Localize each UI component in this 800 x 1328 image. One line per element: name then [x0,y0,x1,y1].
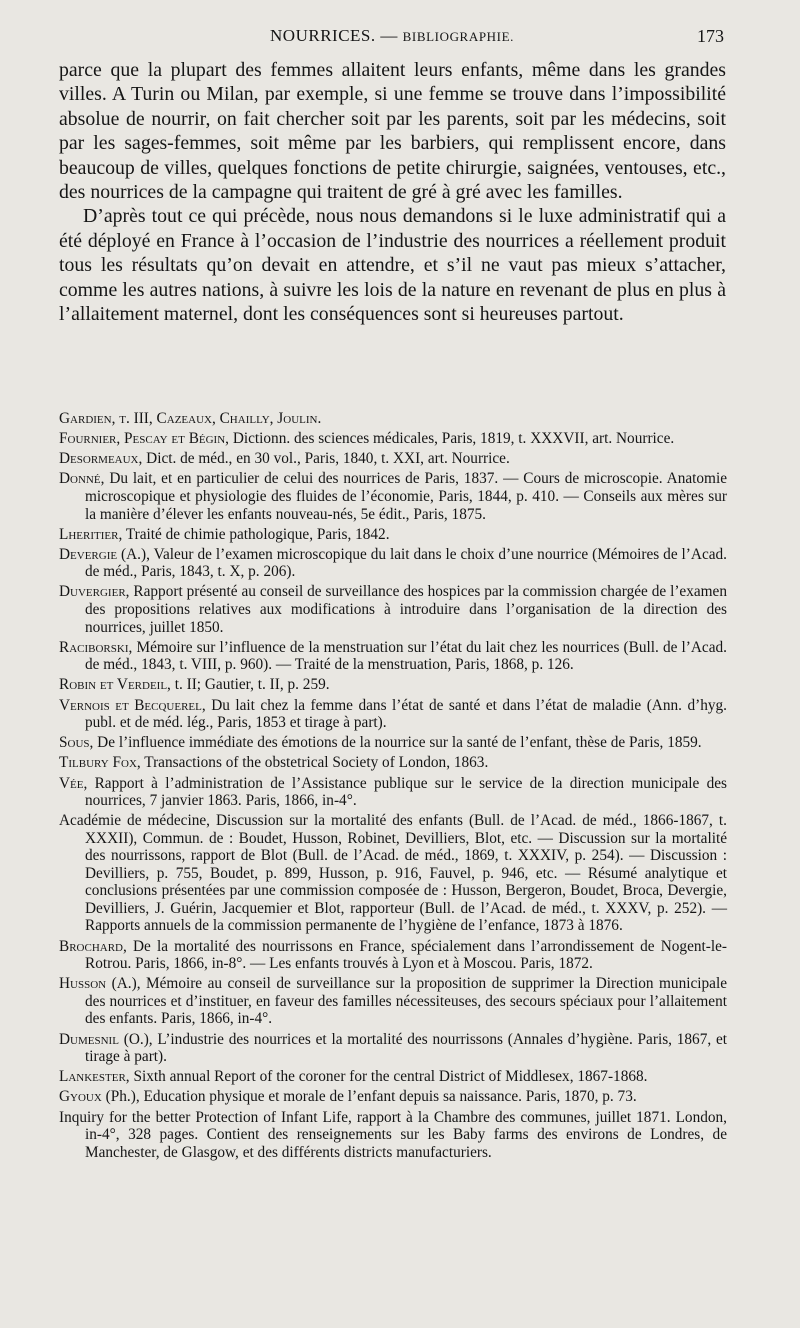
bibliography-entry [59,1088,727,1106]
entry-text: Rapport présenté au conseil de surveillance des hospices par la commission chargée de l’examen des propositions relatives aux modifications à introduire dans l’organisation de la direction des nourrices, juillet 1850. [85,583,727,636]
body-text [59,58,726,326]
paragraph-1: parce que la plupart des femmes allaitent leurs enfants, même dans les grandes villes. A Turin ou Milan, par exemple, si une femme se trouve dans l’impossibilité absolue de nourrir, on fait chercher soit par les parents, soit par les médecins, soit par les sages-femmes, soit même par les barbiers, qui remplissent encore, dans beaucoup de villes, quelques fonctions de petite chirurgie, saignées, ventouses, etc., des nourrices de la campagne qui traitent de gré à gré avec les familles. [59,59,726,204]
entry-author: Tilbury Fox, [59,754,141,772]
entry-author: Vée, [59,774,88,792]
entry-text: De la mortalité des nourrissons en France, spécialement dans l’arrondissement de Nogent-le-Rotrou. Paris, 1866, in-8°. — Les enfants trouvés à Lyon et à Moscou. Paris, 1872. [85,937,727,973]
entry-text: Du lait, et en particulier de celui des nourrices de Paris, 1837. — Cours de microscopie. Anatomie microscopique et physiologie des fluides de l’économie, Paris, 1844, p. 410. — Conseils aux mères sur la manière d’élever les enfants nouveau-nés, 5e édit., Paris, 1875. [85,470,727,523]
entry-text: (A.), Mémoire au conseil de surveillance sur la proposition de supprimer la Direction municipale des nourrices et d’instituer, en faveur des familles nécessiteuses, des secours spéciaux pour l’allaitement des enfants. Paris, 1866, in-4°. [85,975,727,1028]
page-number: 173 [697,26,724,46]
header-dash: — [375,26,403,45]
running-header [60,26,724,50]
entry-author: Sous, [59,734,94,752]
entry-author: Lheritier, [59,525,123,543]
bibliography-entry [59,1109,727,1162]
entry-author: Lankester, [59,1068,130,1086]
entry-author: Duvergier, [59,583,130,601]
header-subtitle: BIBLIOGRAPHIE. [402,29,514,44]
entry-text: (O.), L’industrie des nourrices et la mortalité des nourrissons (Annales d’hygiène. Paris, 1867, et tirage à part). [85,1030,727,1066]
header-title-line [60,26,724,46]
paragraph-2: D’après tout ce qui précède, nous nous demandons si le luxe administratif qui a été déployé en France à l’occasion de l’industrie des nourrices a réellement produit tous les résultats qu’on devait en attendre, et s’il ne vaut pas mieux s’attacher, comme les autres nations, à suivre les lois de la nature en revenant de plus en plus à l’allaitement maternel, dont les conséquences sont si heureuses partout. [59,205,726,326]
entry-text: t. II; Gautier, t. II, p. 259. [170,676,330,694]
bibliography-entry [59,734,727,752]
bibliography-entry [59,526,727,544]
bibliography-entry [59,938,727,973]
entry-text: (A.), Valeur de l’examen microscopique du lait dans le choix d’une nourrice (Mémoires de l’Acad. de méd., Paris, 1843, t. X, p. 206). [85,545,727,581]
entry-author: Donné, [59,470,105,488]
bibliography-entry [59,975,727,1028]
bibliography-entry [59,583,727,636]
bibliography-entry [59,639,727,674]
entry-text: Mémoire sur l’influence de la menstruation sur l’état du lait chez les nourrices (Bull. de l’Acad. de méd., 1843, t. VIII, p. 960). — Traité de la menstruation, Paris, 1868, p. 126. [85,638,727,674]
entry-author: Brochard, [59,937,127,955]
entry-text: Du lait chez la femme dans l’état de santé et dans l’état de maladie (Ann. d’hyg. publ. et de méd. lég., Paris, 1853 et tirage à part). [85,696,727,732]
entry-author: Gardien, t. III, Cazeaux, Chailly, Joulin. [59,410,322,427]
entry-author: Devergie [59,545,118,563]
entry-text: Traité de chimie pathologique, Paris, 1842. [122,525,390,543]
entry-author: Robin et Verdeil, [59,676,171,694]
entry-text: Académie de médecine, Discussion sur la mortalité des enfants (Bull. de l’Acad. de méd., 1866-1867, t. XXXII), Commun. de : Boudet, Husson, Robinet, Devilliers, Blot, etc. — Discussion sur la mortalité des nourrissons, rapport de Blot (Bull. de l’Acad. de méd., 1869, t. XXXIV, p. 254). — Discussion : Devilliers, p. 755, Boudet, p. 899, Husson, p. 916, Fauvel, p. 946, etc. — Résumé analytique et conclusions présentées par une commission composée de : Husson, Bergeron, Boudet, Broca, Devergie, Devilliers, J. Guérin, Jacquemier et Blot, rapporteur (Bull. de l’Acad. de méd., t. XXXV, p. 252). — Rapports annuels de la commission permanente de l’hygiène de l’enfance, 1873 à 1876. [59,812,727,935]
bibliography-entry [59,676,727,694]
bibliography-entry [59,470,727,523]
entry-text: Sixth annual Report of the coroner for the central District of Middlesex, 1867-1868. [129,1068,648,1086]
entry-text: Rapport à l’administration de l’Assistance publique sur le service de la direction municipale des nourrices, 7 janvier 1863. Paris, 1866, in-4°. [85,774,727,810]
entry-text: Transactions of the obstetrical Society of London, 1863. [140,754,489,772]
bibliography-entry [59,1031,727,1066]
entry-text: De l’influence immédiate des émotions de la nourrice sur la santé de l’enfant, thèse de Paris, 1859. [93,734,702,752]
entry-author: Husson [59,975,107,993]
bibliography-entry [59,697,727,732]
bibliography-entry [59,410,727,428]
bibliography-entry [59,1068,727,1086]
bibliography-entry [59,546,727,581]
header-title: NOURRICES. [270,26,376,45]
bibliography-entry [59,430,727,448]
bibliography-entry [59,775,727,810]
entry-author: Fournier, Pescay et Bégin, [59,430,229,448]
bibliography [59,410,727,1164]
bibliography-entry [59,450,727,468]
entry-author: Dumesnil [59,1030,119,1048]
entry-author: Gyoux [59,1088,102,1106]
entry-author: Vernois et Becquerel, [59,696,206,714]
entry-text: Dict. de méd., en 30 vol., Paris, 1840, t. XXI, art. Nourrice. [142,450,510,468]
entry-text: Inquiry for the better Protection of Infant Life, rapport à la Chambre des communes, juillet 1871. London, in-4°, 328 pages. Contient des renseignements sur les Baby farms des environs de Londres, de Manchester, de Glasgow, et des différents districts manufacturiers. [59,1108,727,1161]
entry-text: (Ph.), Education physique et morale de l’enfant depuis sa naissance. Paris, 1870, p. 73. [101,1088,637,1106]
bibliography-entry [59,754,727,772]
entry-text: Dictionn. des sciences médicales, Paris, 1819, t. XXXVII, art. Nourrice. [229,430,675,448]
entry-author: Desormeaux, [59,450,143,468]
entry-author: Raciborski, [59,638,133,656]
bibliography-entry [59,812,727,935]
